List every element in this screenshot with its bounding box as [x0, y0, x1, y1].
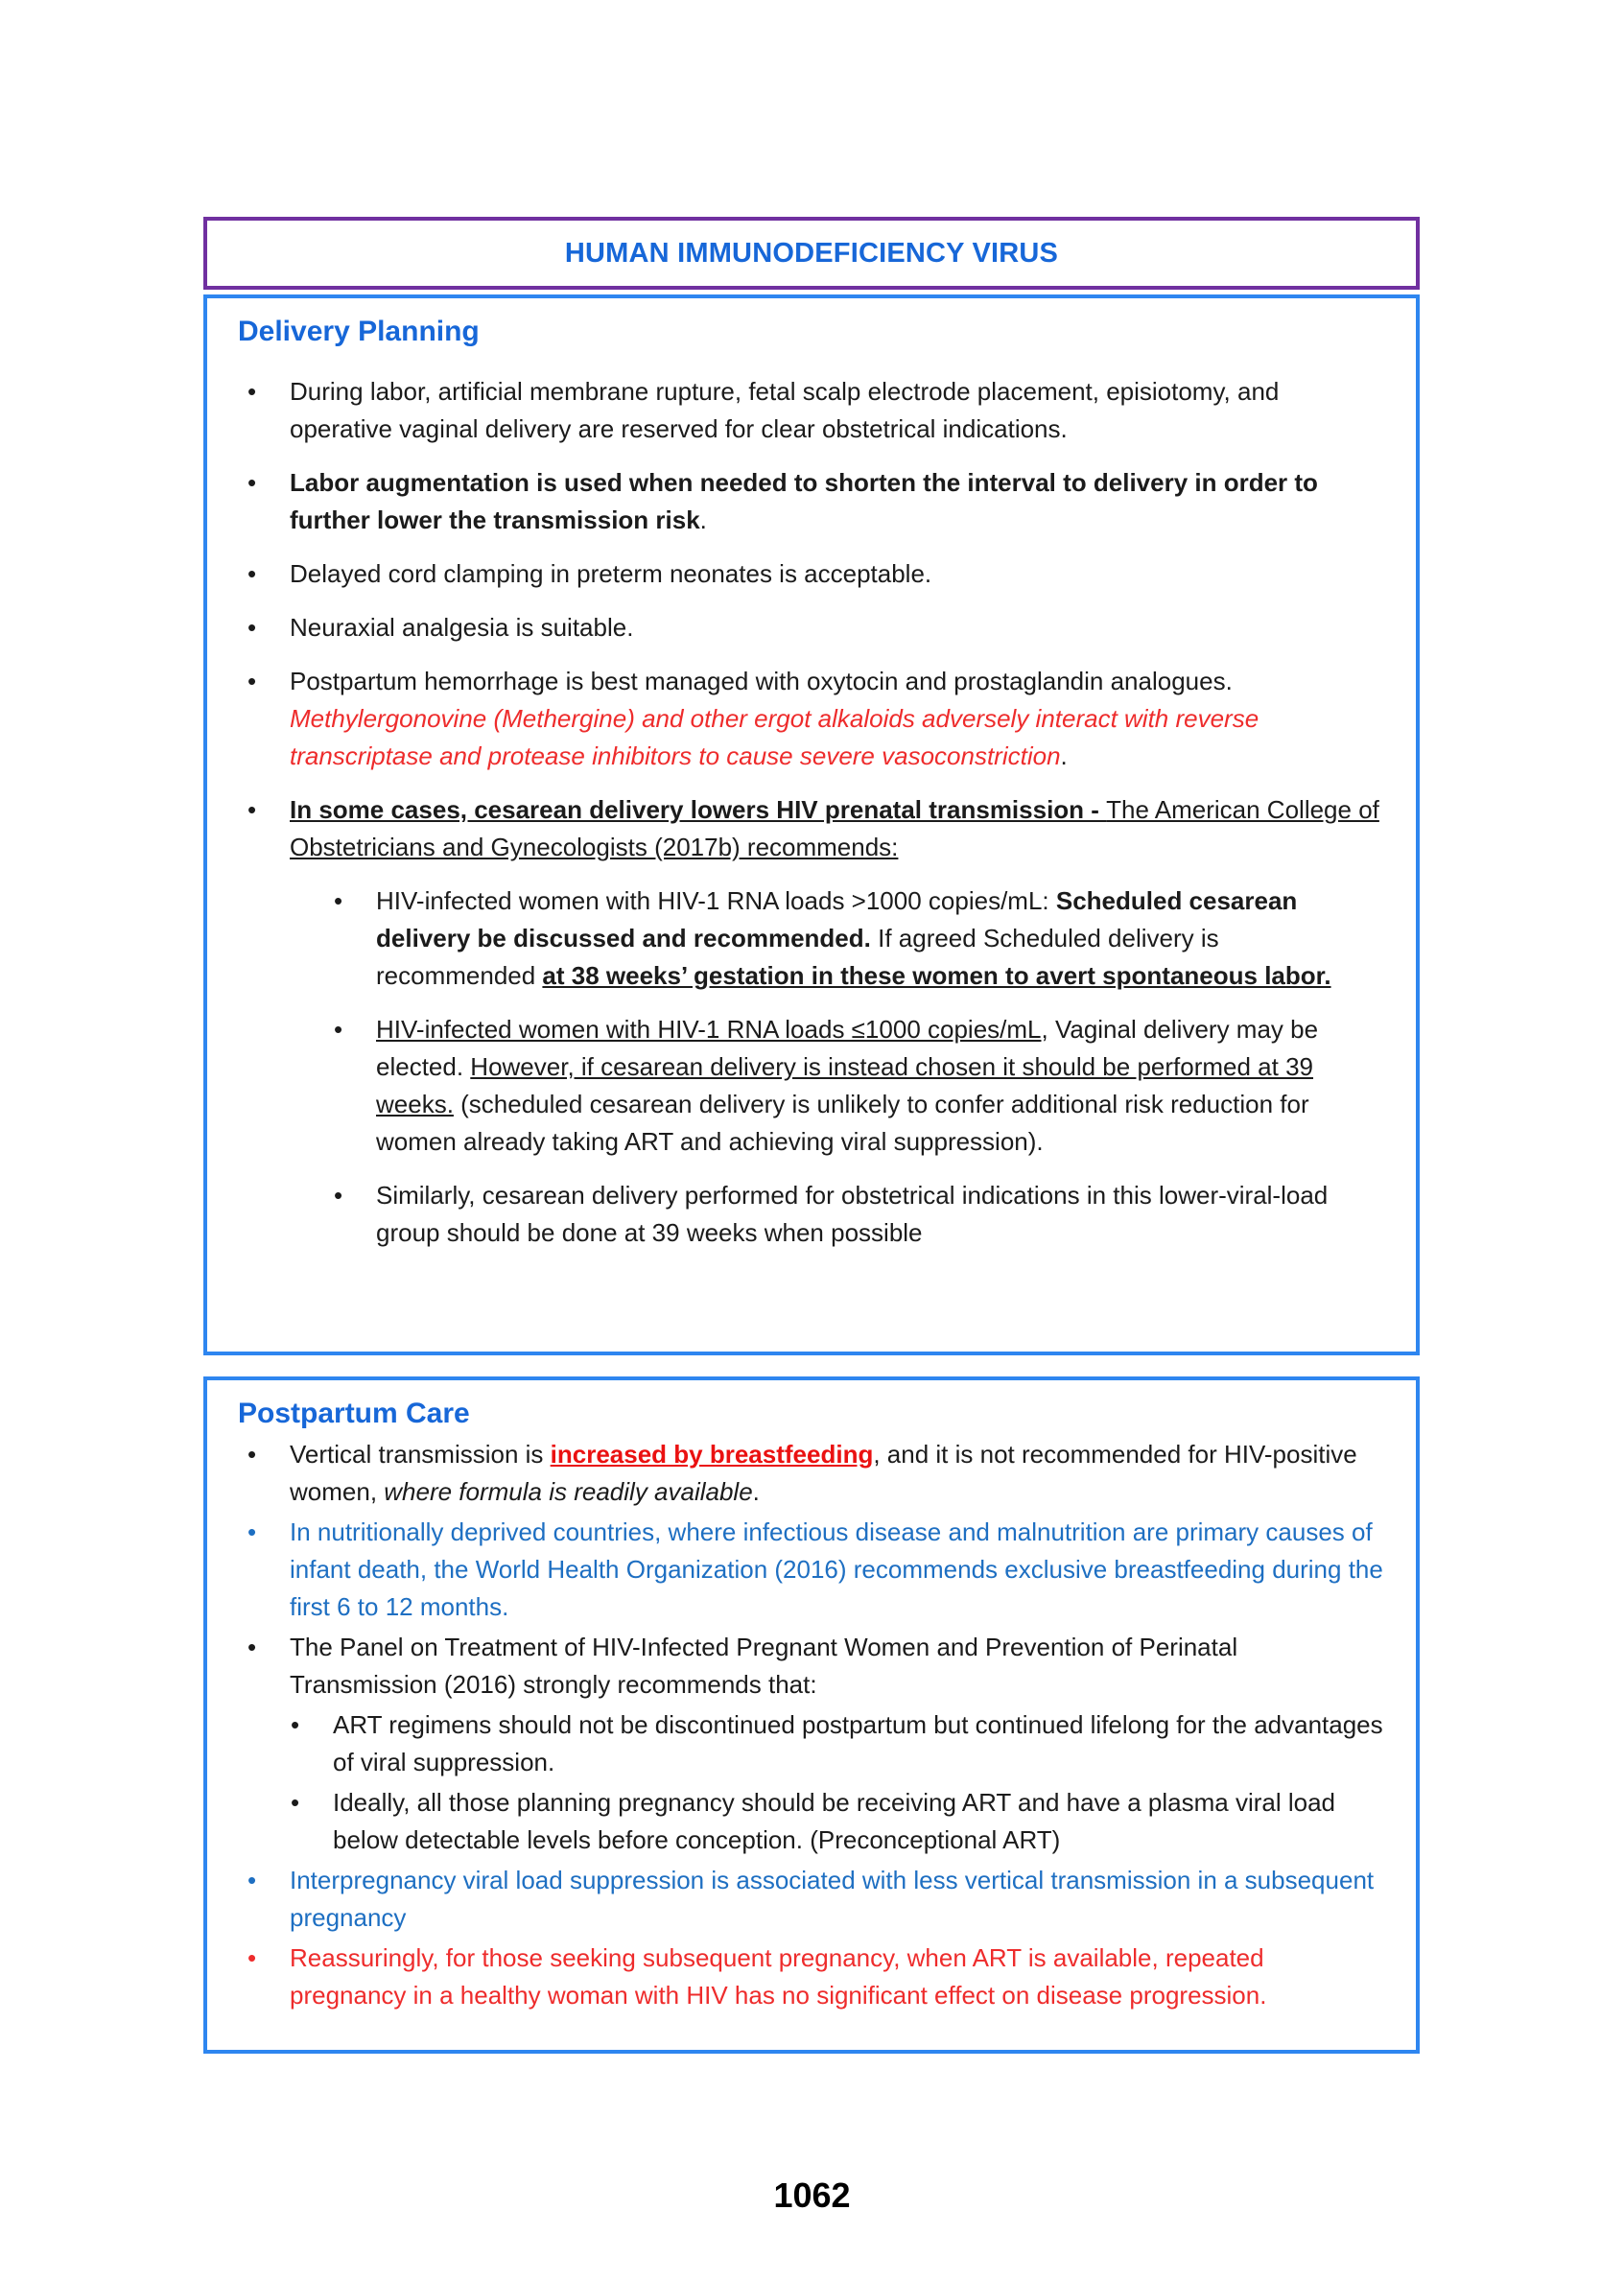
bullet-marker-icon: •	[247, 1633, 257, 1661]
bullet-item	[238, 791, 1385, 866]
bullet-text: In some cases, cesarean delivery lowers HIV prenatal transmission - The American College of Obstetricians and Gynecologists (2017b) recommends:	[290, 795, 1379, 861]
bullet-marker-icon: •	[334, 886, 343, 915]
bullet-marker-icon: •	[247, 1517, 257, 1546]
bullet-item	[238, 1862, 1385, 1937]
bullet-item	[238, 1629, 1385, 1704]
page-number: 1062	[773, 2175, 851, 2215]
bullet-item	[238, 609, 1385, 647]
bullet-marker-icon: •	[247, 1943, 257, 1972]
bullet-marker-icon: •	[247, 559, 257, 588]
bullet-item	[238, 1011, 1385, 1161]
bullet-marker-icon: •	[247, 613, 257, 642]
section-heading-delivery-planning: Delivery Planning	[238, 316, 480, 347]
bullet-marker-icon: •	[247, 667, 257, 695]
bullet-text: Postpartum hemorrhage is best managed with oxytocin and prostaglandin analogues. Methylergonovine (Methergine) and other ergot alkaloids adversely interact with reverse transcriptase and protease inhibitors to cause severe vasoconstriction.	[290, 667, 1259, 770]
bullet-text: Vertical transmission is increased by breastfeeding, and it is not recommended for HIV-positive women, where formula is readily available.	[290, 1440, 1357, 1506]
bullet-marker-icon: •	[291, 1788, 300, 1817]
bullet-marker-icon: •	[247, 1440, 257, 1469]
bullet-text: Reassuringly, for those seeking subsequent pregnancy, when ART is available, repeated pregnancy in a healthy woman with HIV has no significant effect on disease progression.	[290, 1943, 1267, 2010]
bullet-text: Interpregnancy viral load suppression is associated with less vertical transmission in a subsequent pregnancy	[290, 1866, 1375, 1932]
bullet-marker-icon: •	[247, 795, 257, 824]
bullet-marker-icon: •	[291, 1710, 300, 1739]
bullet-text: HIV-infected women with HIV-1 RNA loads ≤1000 copies/mL, Vaginal delivery may be elected. However, if cesarean delivery is instead chosen it should be performed at 39 weeks. (scheduled cesarean delivery is unlikely to confer additional risk reduction for women already taking ART and achieving viral suppression).	[376, 1015, 1319, 1156]
bullet-item	[238, 1784, 1385, 1859]
bullet-text: HIV-infected women with HIV-1 RNA loads >1000 copies/mL: Scheduled cesarean delivery be discussed and recommended. If agreed Scheduled delivery is recommended at 38 weeks’ gestation in these women to avert spontaneous labor.	[376, 886, 1331, 990]
bullet-item	[238, 1436, 1385, 1511]
bullet-text: Labor augmentation is used when needed to shorten the interval to delivery in order to further lower the transmission risk.	[290, 468, 1318, 534]
bullet-marker-icon: •	[247, 468, 257, 497]
postpartum-care-bullet-list	[238, 1436, 1385, 2014]
delivery-planning-section	[203, 294, 1420, 1355]
bullet-text: Delayed cord clamping in preterm neonates is acceptable.	[290, 559, 932, 588]
title-banner	[203, 217, 1420, 290]
bullet-item	[238, 1706, 1385, 1781]
bullet-text: In nutritionally deprived countries, where infectious disease and malnutrition are primary causes of infant death, the World Health Organization (2016) recommends exclusive breastfeeding during the first 6 to 12 months.	[290, 1517, 1383, 1621]
bullet-marker-icon: •	[334, 1181, 343, 1210]
bullet-item	[238, 1177, 1385, 1252]
bullet-text: The Panel on Treatment of HIV-Infected Pregnant Women and Prevention of Perinatal Transmission (2016) strongly recommends that:	[290, 1633, 1238, 1699]
bullet-item	[238, 1940, 1385, 2014]
bullet-item	[238, 464, 1385, 539]
bullet-text: ART regimens should not be discontinued postpartum but continued lifelong for the advantages of viral suppression.	[333, 1710, 1383, 1776]
bullet-item	[238, 1514, 1385, 1626]
bullet-marker-icon: •	[334, 1015, 343, 1044]
bullet-item	[238, 882, 1385, 995]
bullet-marker-icon: •	[247, 1866, 257, 1894]
section-heading-postpartum-care: Postpartum Care	[238, 1398, 470, 1429]
bullet-marker-icon: •	[247, 377, 257, 406]
page-content	[203, 217, 1420, 2054]
bullet-item	[238, 555, 1385, 593]
page-title: HUMAN IMMUNODEFICIENCY VIRUS	[564, 237, 1059, 269]
bullet-text: During labor, artificial membrane rupture, fetal scalp electrode placement, episiotomy, and operative vaginal delivery are reserved for clear obstetrical indications.	[290, 377, 1280, 443]
bullet-text: Similarly, cesarean delivery performed for obstetrical indications in this lower-viral-load group should be done at 39 weeks when possible	[376, 1181, 1329, 1247]
bullet-text: Ideally, all those planning pregnancy should be receiving ART and have a plasma viral load below detectable levels before conception. (Preconceptional ART)	[333, 1788, 1336, 1854]
bullet-text: Neuraxial analgesia is suitable.	[290, 613, 634, 642]
bullet-item	[238, 663, 1385, 775]
postpartum-care-section	[203, 1376, 1420, 2054]
delivery-planning-bullet-list	[238, 373, 1385, 1252]
bullet-item	[238, 373, 1385, 448]
